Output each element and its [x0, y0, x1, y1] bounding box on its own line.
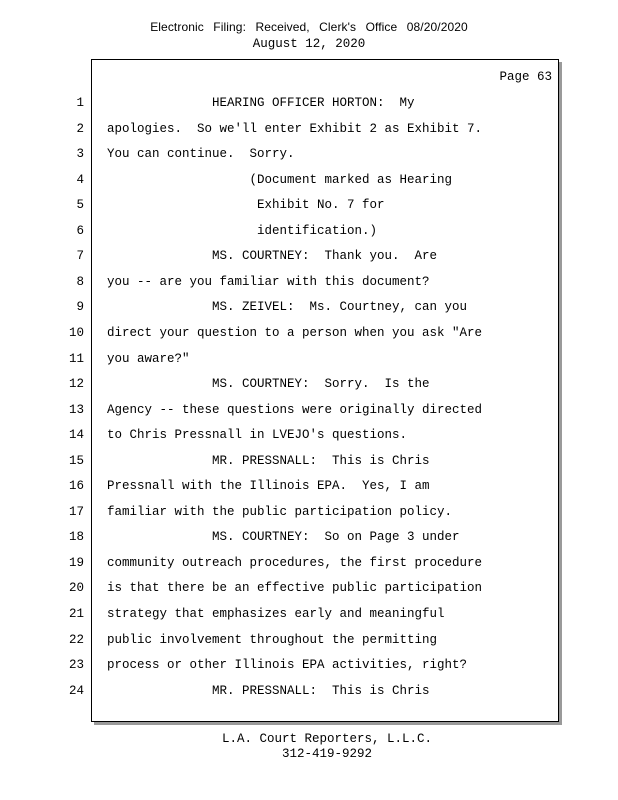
- line-number: 21: [68, 607, 84, 621]
- line-number: 22: [68, 633, 84, 647]
- reporter-phone: 312-419-9292: [281, 747, 372, 761]
- line-number: 1: [76, 96, 84, 110]
- line-number: 5: [76, 198, 84, 212]
- transcript-line: MS. ZEIVEL: Ms. Courtney, can you: [107, 300, 468, 314]
- line-number: 2: [76, 122, 84, 136]
- transcript-line: You can continue. Sorry.: [107, 147, 295, 161]
- transcript-line: MS. COURTNEY: Thank you. Are: [107, 249, 438, 263]
- line-number: 8: [76, 275, 84, 289]
- line-number: 13: [68, 403, 84, 417]
- transcript-line: direct your question to a person when you ask "Are: [107, 326, 483, 340]
- line-number: 18: [68, 530, 84, 544]
- line-number: 12: [68, 377, 84, 391]
- line-number: 17: [68, 505, 84, 519]
- line-number: 4: [76, 173, 84, 187]
- reporter-company: L.A. Court Reporters, L.L.C.: [221, 732, 433, 746]
- line-number: 7: [76, 249, 84, 263]
- line-number: 9: [76, 300, 84, 314]
- transcript-line: familiar with the public participation policy.: [107, 505, 453, 519]
- transcript-line: identification.): [107, 224, 378, 238]
- transcript-line: you aware?": [107, 352, 190, 366]
- line-number: 14: [68, 428, 84, 442]
- filing-stamp: Electronic Filing: Received, Clerk's Office 08/20/2020: [150, 20, 468, 34]
- transcript-line: strategy that emphasizes early and meaningful: [107, 607, 445, 621]
- transcript-line: you -- are you familiar with this document?: [107, 275, 430, 289]
- line-number: 10: [68, 326, 84, 340]
- page-number: Page 63: [499, 70, 552, 84]
- transcript-line: Pressnall with the Illinois EPA. Yes, I am: [107, 479, 430, 493]
- line-number: 6: [76, 224, 84, 238]
- transcript-line: Exhibit No. 7 for: [107, 198, 385, 212]
- line-number: 11: [68, 352, 84, 366]
- transcript-line: process or other Illinois EPA activities, right?: [107, 658, 468, 672]
- line-number: 19: [68, 556, 84, 570]
- transcript-date: August 12, 2020: [252, 37, 366, 51]
- transcript-line: is that there be an effective public participation: [107, 581, 483, 595]
- transcript-line: Agency -- these questions were originally directed: [107, 403, 483, 417]
- transcript-line: to Chris Pressnall in LVEJO's questions.: [107, 428, 408, 442]
- transcript-line: MS. COURTNEY: Sorry. Is the: [107, 377, 430, 391]
- line-number: 15: [68, 454, 84, 468]
- line-number: 24: [68, 684, 84, 698]
- line-number: 16: [68, 479, 84, 493]
- line-number: 3: [76, 147, 84, 161]
- line-number: 20: [68, 581, 84, 595]
- transcript-line: HEARING OFFICER HORTON: My: [107, 96, 415, 110]
- transcript-line: apologies. So we'll enter Exhibit 2 as Exhibit 7.: [107, 122, 483, 136]
- transcript-line: MR. PRESSNALL: This is Chris: [107, 684, 430, 698]
- line-number: 23: [68, 658, 84, 672]
- transcript-line: (Document marked as Hearing: [107, 173, 453, 187]
- transcript-line: MR. PRESSNALL: This is Chris: [107, 454, 430, 468]
- transcript-line: MS. COURTNEY: So on Page 3 under: [107, 530, 460, 544]
- transcript-line: public involvement throughout the permitting: [107, 633, 438, 647]
- transcript-line: community outreach procedures, the first procedure: [107, 556, 483, 570]
